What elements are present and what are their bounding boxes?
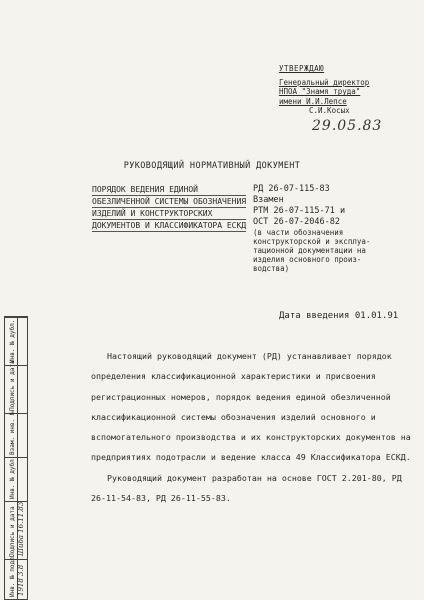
- title-line: ДОКУМЕНТОВ И КЛАССИФИКАТОРА ЕСКД: [92, 221, 247, 230]
- stamp-label: Инв. № подл.: [9, 553, 16, 597]
- stamp-cell: [5, 413, 27, 457]
- stamp-cell: [5, 501, 27, 559]
- document-heading: РУКОВОДЯЩИЙ НОРМАТИВНЫЙ ДОКУМЕНТ: [123, 161, 301, 171]
- approval-org-name: имени И.И.Лепсе: [279, 96, 347, 106]
- document-title: [92, 184, 246, 232]
- stamp-value: 1918 3.8: [17, 564, 25, 596]
- handwritten-date: 29.05.83: [312, 118, 383, 134]
- body-paragraph: Руководящий документ разработан на основе ГОСТ 2.201-80, РД 26-11-54-83, РД 26-11-55-83.: [91, 472, 402, 504]
- margin-stamp: [4, 316, 28, 600]
- body-paragraph: Настоящий руководящий документ (РД) устанавливает порядок определения классификационной характеристики и присвоения регистрационных номеров, порядок ведения единой обезличенной классификационной системы обозначения изделий основного и вспомогательного производства и их конструкторских документов на предприятиях подотрасли и ведение класса 49 Классификатора ЕСКД.: [91, 351, 411, 463]
- title-line: ПОРЯДОК ВЕДЕНИЯ ЕДИНОЙ: [92, 184, 246, 196]
- effective-date: Дата введения 01.01.91: [279, 311, 399, 321]
- stamp-cell: [5, 553, 27, 599]
- replaces-doc-1: РТМ 26-07-115-71 и: [253, 206, 346, 216]
- title-line: ОБЕЗЛИЧЕННОЙ СИСТЕМЫ ОБОЗНАЧЕНИЯ: [92, 197, 247, 206]
- approval-organization: НПОА "Знамя труда": [279, 87, 361, 97]
- stamp-label: Инв. № дубл.: [9, 455, 16, 499]
- stamp-value: Шиба 16.11.83: [17, 501, 25, 556]
- stamp-label: Подпись и дата: [9, 506, 16, 557]
- body-text: [91, 346, 413, 508]
- approval-title: УТВЕРЖДАЮ: [279, 64, 325, 73]
- approval-block: [279, 64, 369, 116]
- note-line: водства): [253, 264, 290, 273]
- replaces-note: [253, 228, 370, 273]
- approval-signatory: С.И.Косых: [309, 106, 350, 116]
- note-line: (в части обозначения: [253, 228, 344, 237]
- document-code-block: [253, 184, 370, 273]
- note-line: тационной документации на: [253, 246, 366, 255]
- replaces-doc-2: ОСТ 26-07-2046-82: [253, 217, 340, 227]
- stamp-cell: [5, 317, 27, 365]
- stamp-cell: [5, 360, 27, 413]
- stamp-label: Инв. № дубл.: [9, 319, 16, 363]
- title-line: ИЗДЕЛИЙ И КОНСТРУКТОРСКИХ: [92, 208, 246, 220]
- note-line: изделия основного произ-: [253, 255, 362, 264]
- note-line: конструкторской и эксплуа-: [253, 237, 371, 246]
- stamp-cell: [5, 457, 27, 501]
- approval-position: Генеральный директор: [279, 77, 370, 87]
- stamp-label: Взам. инв. №: [9, 411, 16, 455]
- replaces-label: Взамен: [253, 195, 284, 205]
- stamp-label: Подпись и дата: [9, 360, 16, 411]
- document-code: РД 26-07-115-83: [253, 184, 330, 194]
